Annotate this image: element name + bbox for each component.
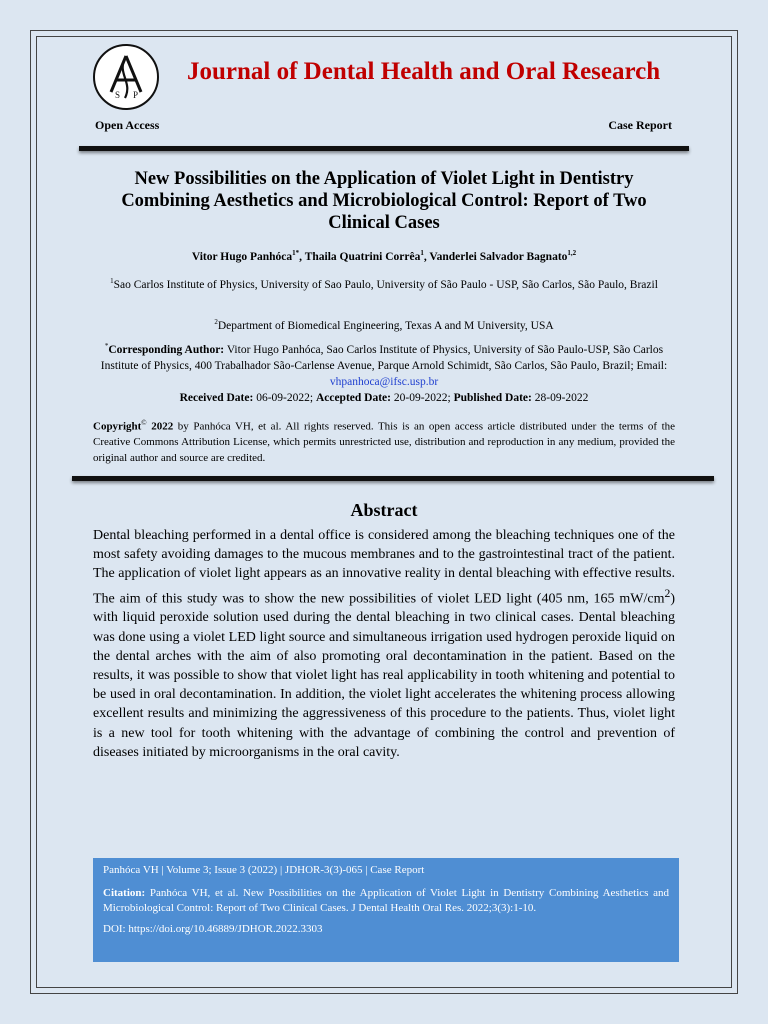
article-dates: Received Date: 06-09-2022; Accepted Date: 20-09-2022; Published Date: 28-09-2022 bbox=[179, 392, 589, 404]
affiliation-2: $^2$Department of Biomedical Engineering, Texas A and M University, USA bbox=[214, 318, 554, 332]
svg-text:S: S bbox=[115, 90, 121, 100]
journal-title: Journal of Dental Health and Oral Research bbox=[187, 58, 661, 85]
corresponding-author: *Corresponding Author: Vitor Hugo Panhóca, Sao Carlos Institute of Physics, University of São Paulo-USP, São Carlos Institute of Physics, 400 Trabalhador São-Carlense Avenue, Parque Arnold Schimidt, São Carlos, São Paulo, Brazil; Email: vhpanhoca@ifsc.usp.br bbox=[100, 342, 668, 388]
issue-info: Panhóca VH | Volume 3; Issue 3 (2022) | JDHOR-3(3)-065 | Case Report bbox=[103, 864, 425, 876]
header-divider bbox=[79, 146, 689, 151]
abstract-divider bbox=[72, 476, 714, 481]
abstract-heading: Abstract bbox=[350, 500, 418, 520]
author-list: Vitor Hugo Panhóca$^{1*}$, Thaila Quatrini Corrêa$^1$, Vanderlei Salvador Bagnato$^{1,2}$ bbox=[191, 249, 577, 263]
open-access-label: Open Access bbox=[95, 118, 160, 132]
corresponding-label: Corresponding Author: bbox=[108, 343, 225, 356]
abstract-text: Dental bleaching performed in a dental office is considered among the bleaching techniques one of the most safety avoiding damages to the mucous membranes and to the gastrointestinal tract of the patient. The application of violet light appears as an innovative reality in dental bleaching with effective results. The aim of this study was to show the new possibilities of violet LED light (405 nm, 165 $mW/cm^2$) with liquid peroxide solution used during the dental bleaching in two clinical cases. Dental bleaching was done using a violet LED light source and simultaneous irrigation used hydrogen peroxide liquid on the dental arches with the aim of also promoting oral decontamination in the patient. Based on the results, it was possible to show that violet light has real applicability in tooth whitening and potential to be used in oral decontamination. In addition, the violet light accelerates the whitening process allowing excellent results and minimizing the aggressiveness of this procedure to the patients. Thus, violet light is a new tool for tooth whitening with the advantage of combining the control and prevention of diseases initiated by microorganisms in the oral cavity. bbox=[93, 528, 675, 760]
author-name: Thaila Quatrini Corrêa bbox=[304, 250, 421, 263]
article-type-label: Case Report bbox=[608, 118, 672, 132]
doi-link[interactable]: DOI: https://doi.org/10.46889/JDHOR.2022.3303 bbox=[103, 923, 323, 935]
email-link[interactable]: vhpanhoca@ifsc.usp.br bbox=[329, 375, 439, 388]
copyright-notice: Copyright© 2022 by Panhóca VH, et al. All rights reserved. This is an open access article distributed under the terms of the Creative Commons Attribution License, which permits unrestricted use, distribution and reproduction in any medium, provided the original author and source are credited. bbox=[93, 419, 676, 464]
affiliation-1: $^1$Sao Carlos Institute of Physics, University of Sao Paulo, University of São Paulo - USP, São Carlos, São Paulo, Brazil bbox=[110, 277, 658, 291]
citation: Citation: Panhóca VH, et al. New Possibilities on the Application of Violet Light in Dentistry Combining Aesthetics and Microbiological Control: Report of Two Clinical Cases. J Dental Health Oral Res. 2022;3(3):1-10. bbox=[103, 887, 669, 914]
citation-box bbox=[93, 858, 679, 962]
author-name: Vanderlei Salvador Bagnato bbox=[429, 250, 568, 263]
author-name: Vitor Hugo Panhóca bbox=[191, 250, 293, 263]
svg-text:P: P bbox=[133, 90, 139, 100]
journal-logo bbox=[93, 44, 159, 110]
paper-title: New Possibilities on the Application of Violet Light in Dentistry Combining Aesthetics and Microbiological Control: Report of Two Clinical Cases bbox=[121, 169, 647, 233]
